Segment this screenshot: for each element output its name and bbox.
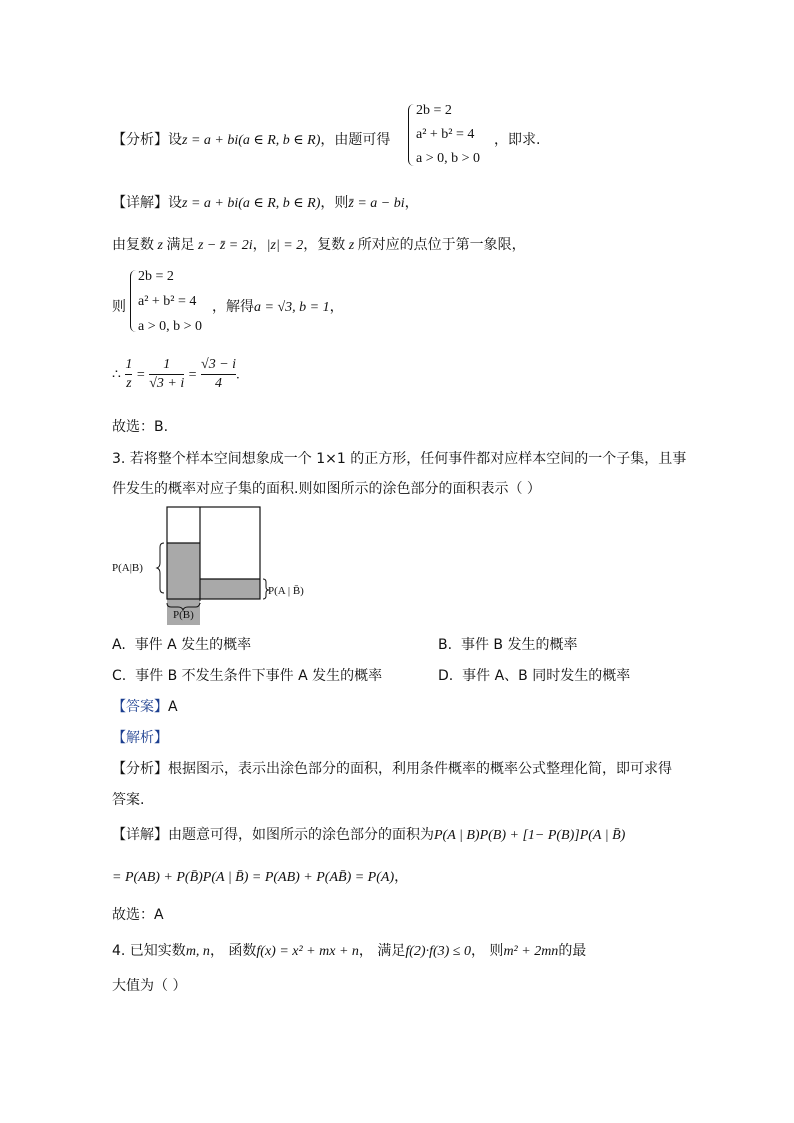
figure-label-bottom: P(B): [173, 609, 194, 621]
complex-expr: z = a + bi(a ∈ R, b ∈ R): [182, 133, 321, 148]
figure-label-right: P(A | B̄): [268, 585, 304, 597]
q3-line-2: 件发生的概率对应子集的面积.则如图所示的涂色部分的面积表示（ ）: [112, 481, 541, 497]
q3-line-1: 3. 若将整个样本空间想象成一个 1×1 的正方形，任何事件都对应样本空间的一个子集，且事: [112, 451, 687, 467]
system-2-eq1: 2b = 2: [138, 269, 174, 284]
q3-option-c[interactable]: C. 事件 B 不发生条件下事件 A 发生的概率: [112, 668, 383, 684]
system-brace-2: [130, 270, 137, 332]
q3-final: 故选：A: [112, 907, 164, 923]
q3-answer: 【答案】A: [112, 699, 178, 715]
detail-final: 故选：B.: [112, 419, 169, 435]
system-1-eq2: a² + b² = 4: [416, 127, 475, 142]
detail-label: 【详解】: [112, 195, 168, 211]
analysis-line-1: 【分析】设z = a + bi(a ∈ R, b ∈ R)，由题可得: [112, 132, 391, 148]
system-2-eq3: a > 0, b > 0: [138, 319, 203, 334]
fraction-line: ∴ $\frac{1}{z}$ = $\frac{1}{√3 + i}$ = $\frac{√3 - i}{4}$ .: [112, 357, 240, 391]
detail-line-1: 【详解】设z = a + bi(a ∈ R, b ∈ R)，则z̄ = a − bi，: [112, 195, 419, 211]
analysis-label: 【分析】: [112, 132, 168, 148]
fraction-1: $\frac{1}{z}$: [125, 357, 133, 391]
detail-line-3-pre: 则: [112, 299, 126, 315]
fraction-2: $\frac{1}{√3 + i}$: [149, 357, 185, 391]
system-1-eq3: a > 0, b > 0: [416, 151, 481, 166]
figure-label-left: P(A|B): [112, 562, 143, 574]
q3-option-a[interactable]: A. 事件 A 发生的概率: [112, 637, 252, 653]
q4-line-1: 4. 已知实数m, n， 函数f(x) = x² + mx + n， 满足f(2)·f(3) ≤ 0， 则m² + 2mn的最: [112, 943, 587, 959]
q4-line-2: 大值为（ ）: [112, 978, 187, 994]
q3-option-b[interactable]: B. 事件 B 发生的概率: [438, 637, 578, 653]
system-brace-1: [408, 104, 415, 166]
system-1-eq1: 2b = 2: [416, 103, 452, 118]
answer-label: 【答案】: [112, 699, 168, 715]
fraction-3: $\frac{√3 - i}{4}$: [201, 357, 237, 391]
q3-analysis-line-1: 【分析】根据图示，表示出涂色部分的面积，利用条件概率的概率公式整理化简，即可求得: [112, 761, 672, 777]
shade-right: [200, 579, 260, 599]
q3-detail-line-1: 【详解】由题意可得，如图所示的涂色部分的面积为P(A | B)P(B) + [1− P(B)]P(A | B̄): [112, 827, 626, 843]
q3-detail-line-2: = P(AB) + P(B̄)P(A | B̄) = P(AB) + P(AB̄) = P(A)，: [112, 869, 409, 885]
left-brace: [157, 543, 164, 593]
detail-line-3-tail: ，解得a = √3, b = 1，: [212, 299, 344, 315]
q3-analysis-line-2: 答案.: [112, 792, 145, 808]
analysis-line-1-tail: ，即求.: [494, 132, 541, 148]
probability-square-figure: [112, 505, 322, 625]
q3-jiexi-label: 【解析】: [112, 730, 168, 746]
detail-line-2: 由复数 z 满足 z − z̄ = 2i，|z| = 2，复数 z 所对应的点位于第一象限，: [112, 237, 526, 253]
system-2-eq2: a² + b² = 4: [138, 294, 197, 309]
q3-option-d[interactable]: D. 事件 A、B 同时发生的概率: [438, 668, 631, 684]
